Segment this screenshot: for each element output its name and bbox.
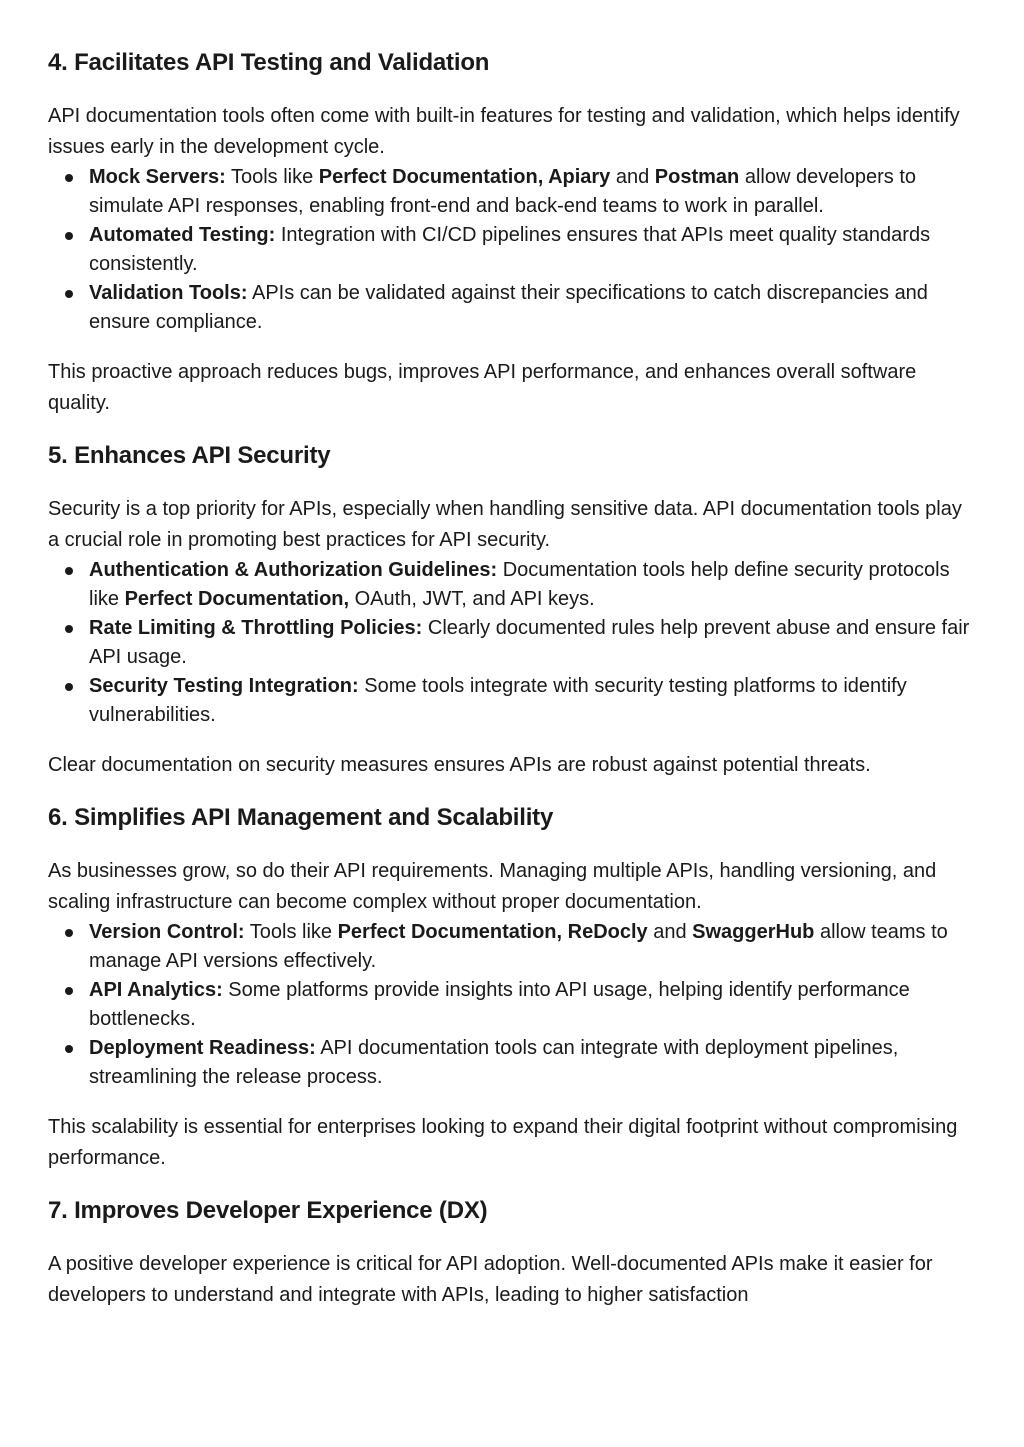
list-item	[48, 672, 978, 730]
text-run: API documentation tools can integrate with deployment pipelines, streamlining the release process.	[89, 1037, 899, 1088]
text-run: Integration with CI/CD pipelines ensures that APIs meet quality standards consistently.	[89, 224, 931, 275]
document-page	[48, 0, 978, 1311]
bullet-label: Mock Servers:	[89, 166, 226, 188]
text-run: Some tools integrate with security testing platforms to identify vulnerabilities.	[89, 675, 907, 726]
text-run: APIs can be validated against their specifications to catch discrepancies and ensure compliance.	[89, 282, 928, 333]
bullet-label: Automated Testing:	[89, 224, 276, 246]
list-item	[48, 614, 978, 672]
bullet-dot-icon	[65, 174, 73, 182]
section-intro: Security is a top priority for APIs, especially when handling sensitive data. API documentation tools play a crucial role in promoting best practices for API security.	[48, 498, 962, 551]
list-item	[48, 279, 978, 337]
text-run: Tools like	[244, 921, 338, 943]
bullet-label: Security Testing Integration:	[89, 675, 359, 697]
bold-term: Perfect Documentation,	[124, 588, 350, 610]
list-item	[48, 163, 978, 221]
bullet-label: Version Control:	[89, 921, 245, 943]
bullet-dot-icon	[65, 1045, 73, 1053]
section-5	[48, 441, 978, 781]
bold-term: Postman	[654, 166, 740, 188]
text-run: OAuth, JWT, and API keys.	[349, 588, 595, 610]
text-run: Clearly documented rules help prevent abuse and ensure fair API usage.	[89, 617, 970, 668]
section-7	[48, 1196, 978, 1311]
text-run: Documentation tools help define security protocols like	[89, 559, 950, 610]
text-run: allow teams to manage API versions effectively.	[89, 921, 948, 972]
section-closing: This scalability is essential for enterprises looking to expand their digital footprint without compromising performance.	[48, 1116, 958, 1169]
bullet-list	[48, 918, 978, 1092]
bullet-label: Validation Tools:	[89, 282, 248, 304]
bullet-dot-icon	[65, 683, 73, 691]
bullet-label: Authentication & Authorization Guidelines:	[89, 559, 498, 581]
section-title: 7. Improves Developer Experience (DX)	[48, 1197, 488, 1224]
bullet-list	[48, 163, 978, 337]
list-item	[48, 976, 978, 1034]
bullet-list	[48, 556, 978, 730]
bold-term: Perfect Documentation, Apiary	[318, 166, 611, 188]
list-item	[48, 556, 978, 614]
text-run: and	[610, 166, 655, 188]
bullet-dot-icon	[65, 929, 73, 937]
bullet-dot-icon	[65, 625, 73, 633]
bullet-label: API Analytics:	[89, 979, 223, 1001]
section-intro: A positive developer experience is critical for API adoption. Well-documented APIs make it easier for developers to understand and integrate with APIs, leading to higher satisfaction	[48, 1253, 933, 1306]
text-run: Tools like	[225, 166, 319, 188]
section-title: 5. Enhances API Security	[48, 442, 331, 469]
bullet-label: Deployment Readiness:	[89, 1037, 316, 1059]
section-title: 6. Simplifies API Management and Scalability	[48, 804, 554, 831]
text-run: Some platforms provide insights into API usage, helping identify performance bottlenecks.	[89, 979, 910, 1030]
text-run: allow developers to simulate API responses, enabling front-end and back-end teams to work in parallel.	[89, 166, 917, 217]
list-item	[48, 1034, 978, 1092]
bullet-dot-icon	[65, 567, 73, 575]
bullet-dot-icon	[65, 290, 73, 298]
list-item	[48, 221, 978, 279]
bullet-label: Rate Limiting & Throttling Policies:	[89, 617, 423, 639]
bold-term: SwaggerHub	[692, 921, 815, 943]
section-6	[48, 803, 978, 1174]
bold-term: Perfect Documentation, ReDocly	[337, 921, 648, 943]
section-title: 4. Facilitates API Testing and Validation	[48, 49, 490, 76]
section-intro: API documentation tools often come with built-in features for testing and validation, which helps identify issues early in the development cycle.	[48, 105, 960, 158]
section-4	[48, 48, 978, 419]
bullet-dot-icon	[65, 987, 73, 995]
text-run: and	[647, 921, 693, 943]
bullet-dot-icon	[65, 232, 73, 240]
section-intro: As businesses grow, so do their API requirements. Managing multiple APIs, handling versioning, and scaling infrastructure can become complex without proper documentation.	[48, 860, 937, 913]
section-closing: Clear documentation on security measures ensures APIs are robust against potential threats.	[48, 754, 871, 776]
list-item	[48, 918, 978, 976]
section-closing: This proactive approach reduces bugs, improves API performance, and enhances overall software quality.	[48, 361, 917, 414]
